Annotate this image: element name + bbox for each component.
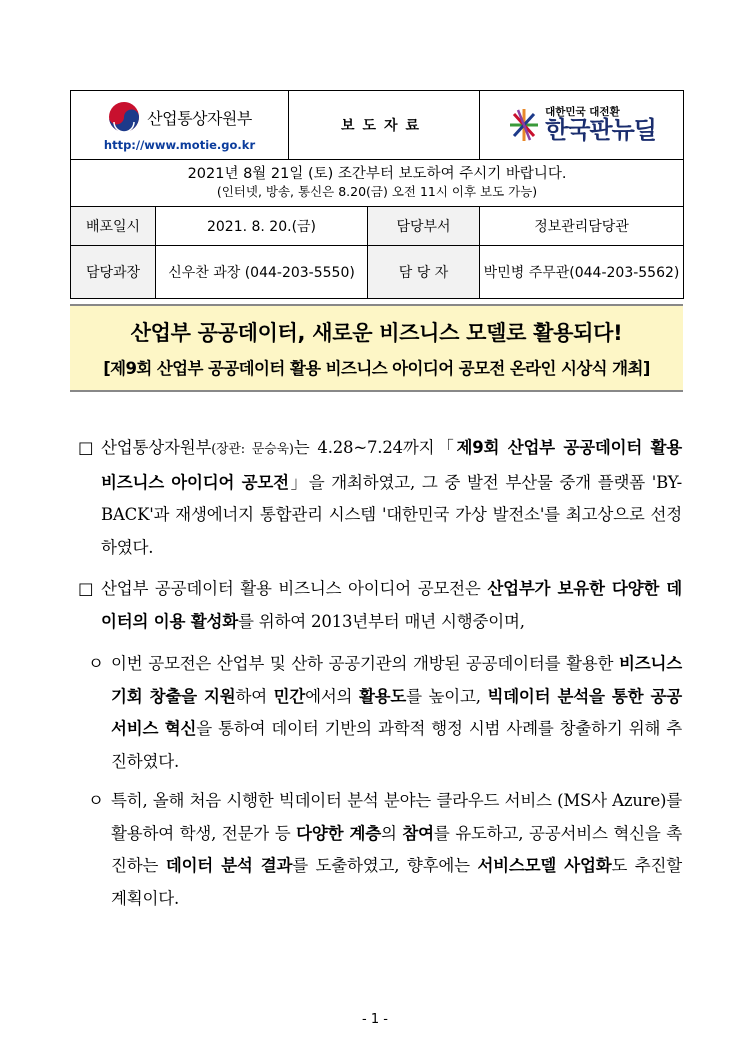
doc-type-title: 보도자료: [289, 91, 480, 160]
embargo-line-2: (인터넷, 방송, 통신은 8.20(금) 오전 11시 이후 보도 가능): [216, 184, 538, 200]
text: 를 유도하고, 공공서비스 혁신을 촉진하는: [111, 823, 682, 875]
text: 」을 개최하였고, 그 중 발전 부산물 중개 플랫폼 'BY-BACK'과 재생에너지 통합관리 시스템 '대한민국 가상 발전소'를 최고상으로 선정하였다.: [101, 472, 683, 557]
text: 산업통상자원부: [101, 438, 212, 457]
square-bullet: □: [78, 438, 94, 457]
text: 하여: [235, 686, 274, 706]
paragraph-1: [78, 432, 683, 564]
ministry-logo-cell: [71, 91, 289, 160]
circle-bullet: ㅇ: [88, 654, 104, 673]
page-number: - 1 -: [362, 1012, 388, 1027]
text: 이번 공모전은 산업부 및 산하 공공기관의 개방된 공공데이터를 활용한: [111, 654, 620, 673]
text: 을 통하여 데이터 기반의 과학적 행정 시범 사례를 창출하기 위해 추진하였다.: [111, 719, 682, 771]
taegeuk-emblem-icon: [107, 100, 141, 134]
text: 를 위하여 2013년부터 매년 시행중이며,: [238, 611, 525, 631]
text: 를 높이고,: [406, 686, 488, 706]
text: 도 추진할 계획이다.: [111, 856, 683, 908]
release-date-value: 2021. 8. 20.(금): [156, 207, 368, 246]
embargo-notice: [71, 160, 684, 207]
header-table: [70, 90, 684, 299]
new-deal-logo-icon: [507, 105, 541, 145]
text: 는 4.28~7.24까지「: [293, 438, 457, 457]
headline: 산업부 공공데이터, 새로운 비즈니스 모델로 활용되다!: [130, 321, 623, 345]
bold-text: 참여: [402, 823, 434, 843]
ministry-name: 산업통상자원부: [147, 108, 252, 128]
brand-logo-cell: [480, 91, 684, 160]
text: (장관: 문승욱): [211, 442, 294, 457]
text: 특히, 올해 처음 시행한 빅데이터 분석 분야는 클라우드 서비스 (MS사 Azure)를 활용하여 학생, 전문가 등: [111, 791, 682, 843]
dept-label: 담당부서: [368, 207, 480, 246]
bold-text: 제9회 산업부 공공데이터 활용 비즈니스 아이디어 공모전: [101, 438, 682, 492]
brand-name: 한국판뉴딜: [545, 115, 656, 144]
embargo-line-1: 2021년 8월 21일 (토) 조간부터 보도하여 주시기 바랍니다.: [187, 165, 567, 182]
paragraph-4: [88, 785, 683, 915]
contact-value: 박민병 주무관(044-203-5562): [480, 246, 684, 299]
text: 산업부 공공데이터 활용 비즈니스 아이디어 공모전은: [101, 579, 488, 598]
text: 에서의: [305, 686, 359, 706]
paragraph-3: [88, 648, 683, 778]
circle-bullet: ㅇ: [88, 791, 104, 810]
dept-value: 정보관리담당관: [480, 207, 684, 246]
headline-band: [70, 304, 683, 392]
manager-value: 신우찬 과장 (044-203-5550): [156, 246, 368, 299]
paragraph-2: [78, 573, 683, 638]
release-date-label: 배포일시: [71, 207, 156, 246]
text: 를 도출하였고, 향후에는: [292, 856, 478, 875]
manager-label: 담당과장: [71, 246, 156, 299]
bold-text: 서비스모델 사업화: [477, 856, 612, 875]
subheadline: [제9회 산업부 공공데이터 활용 비즈니스 아이디어 공모전 온라인 시상식 개최]: [103, 359, 650, 378]
text: 의: [381, 823, 403, 843]
brand-tagline: 대한민국 대전환: [545, 105, 620, 118]
contact-label: 담 당 자: [368, 246, 480, 299]
bold-text: 산업부가 보유한 다양한 데이터의 이용 활성화: [101, 579, 683, 631]
ministry-url[interactable]: http://www.motie.go.kr: [103, 138, 256, 152]
square-bullet: □: [78, 579, 94, 598]
bold-text: 데이터 분석 결과: [165, 856, 293, 875]
bold-text: 민간: [273, 686, 306, 706]
bold-text: 다양한 계층: [296, 823, 381, 843]
bold-text: 빅데이터 분석을 통한 공공서비스 혁신: [111, 686, 683, 738]
bold-text: 활용도: [358, 686, 407, 706]
bold-text: 비즈니스 기회 창출을 지원: [111, 654, 682, 706]
